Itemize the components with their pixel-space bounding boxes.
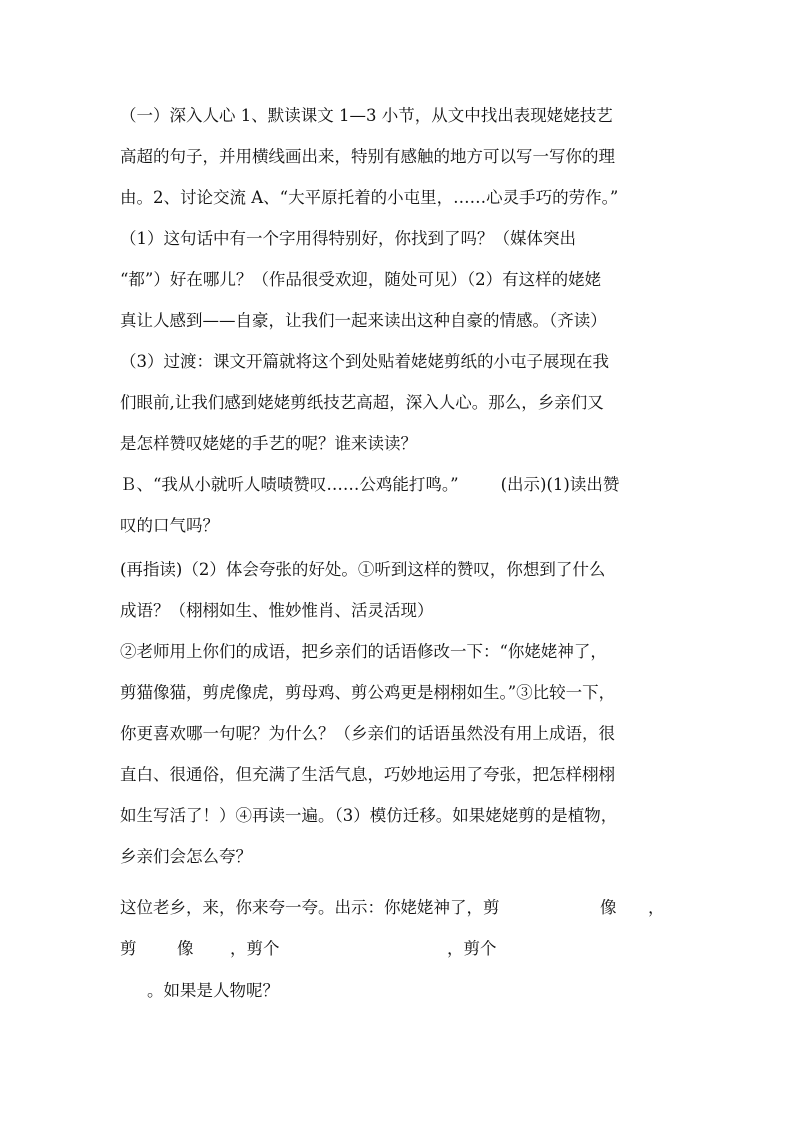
paragraph-line: 是怎样赞叹姥姥的手艺的呢？谁来读读？ — [120, 434, 417, 453]
paragraph-line: 。如果是人物呢？ — [147, 981, 279, 1000]
paragraph-line: （3）过渡：课文开篇就将这个到处贴着姥姥剪纸的小屯子展现在我 — [120, 352, 609, 371]
paragraph-line: 你更喜欢哪一句呢？为什么？（乡亲们的话语虽然没有用上成语，很 — [120, 724, 615, 743]
paragraph-line: 剪猫像猫，剪虎像虎，剪母鸡、剪公鸡更是栩栩如生。”③比较一下， — [120, 683, 616, 702]
paragraph-line: 成语？（栩栩如生、惟妙惟肖、活灵活现） — [120, 601, 434, 620]
paragraph-line: “都”）好在哪儿？（作品很受欢迎，随处可见）（2）有这样的姥姥 — [120, 270, 602, 289]
paragraph-line: ②老师用上你们的成语，把乡亲们的话语修改一下：“你姥姥神了， — [120, 642, 607, 661]
paragraph-line: 如生写活了！）④再读一遍。（3）模仿迁移。如果姥姥剪的是植物， — [120, 806, 618, 825]
fill-blank-word: 像 — [600, 898, 617, 917]
paragraph-line: 叹的口气吗？ — [120, 516, 219, 535]
fill-blank-word: 像 — [177, 939, 194, 958]
fill-blank-word: ，剪个 — [447, 939, 497, 958]
paragraph-line: 直白、很通俗，但充满了生活气息，巧妙地运用了夸张，把怎样栩栩 — [120, 765, 615, 784]
paragraph-line: 乡亲们会怎么夸？ — [120, 847, 252, 866]
fill-blank-punct: ， — [648, 898, 665, 917]
fill-blank-word: ，剪个 — [230, 939, 280, 958]
fill-blank-word: 剪 — [120, 939, 137, 958]
paragraph-line: （一）深入人心 1、默读课文 1—3 小节，从文中找出表现姥姥技艺 — [120, 106, 613, 125]
paragraph-line: 高超的句子，并用横线画出来，特别有感触的地方可以写一写你的理 — [120, 147, 615, 166]
paragraph-line: 由。2、讨论交流 A、“大平原托着的小屯里，……心灵手巧的劳作。” — [120, 188, 619, 207]
paragraph-line: Ｂ、“我从小就听人啧啧赞叹……公鸡能打鸣。” (出示)(1)读出赞 — [120, 475, 620, 494]
paragraph-line: 真让人感到——自豪，让我们一起来读出这种自豪的情感。（齐读） — [120, 311, 607, 330]
paragraph-line: (再指读)（2）体会夸张的好处。①听到这样的赞叹，你想到了什么 — [120, 560, 606, 579]
paragraph-line: （1）这句话中有一个字用得特别好，你找到了吗？（媒体突出 — [120, 229, 576, 248]
fill-blank-line: 这位老乡，来，你来夸一夸。出示：你姥姥神了，剪 — [120, 898, 500, 917]
paragraph-line: 们眼前,让我们感到姥姥剪纸技艺高超，深入人心。那么，乡亲们又 — [120, 393, 604, 412]
